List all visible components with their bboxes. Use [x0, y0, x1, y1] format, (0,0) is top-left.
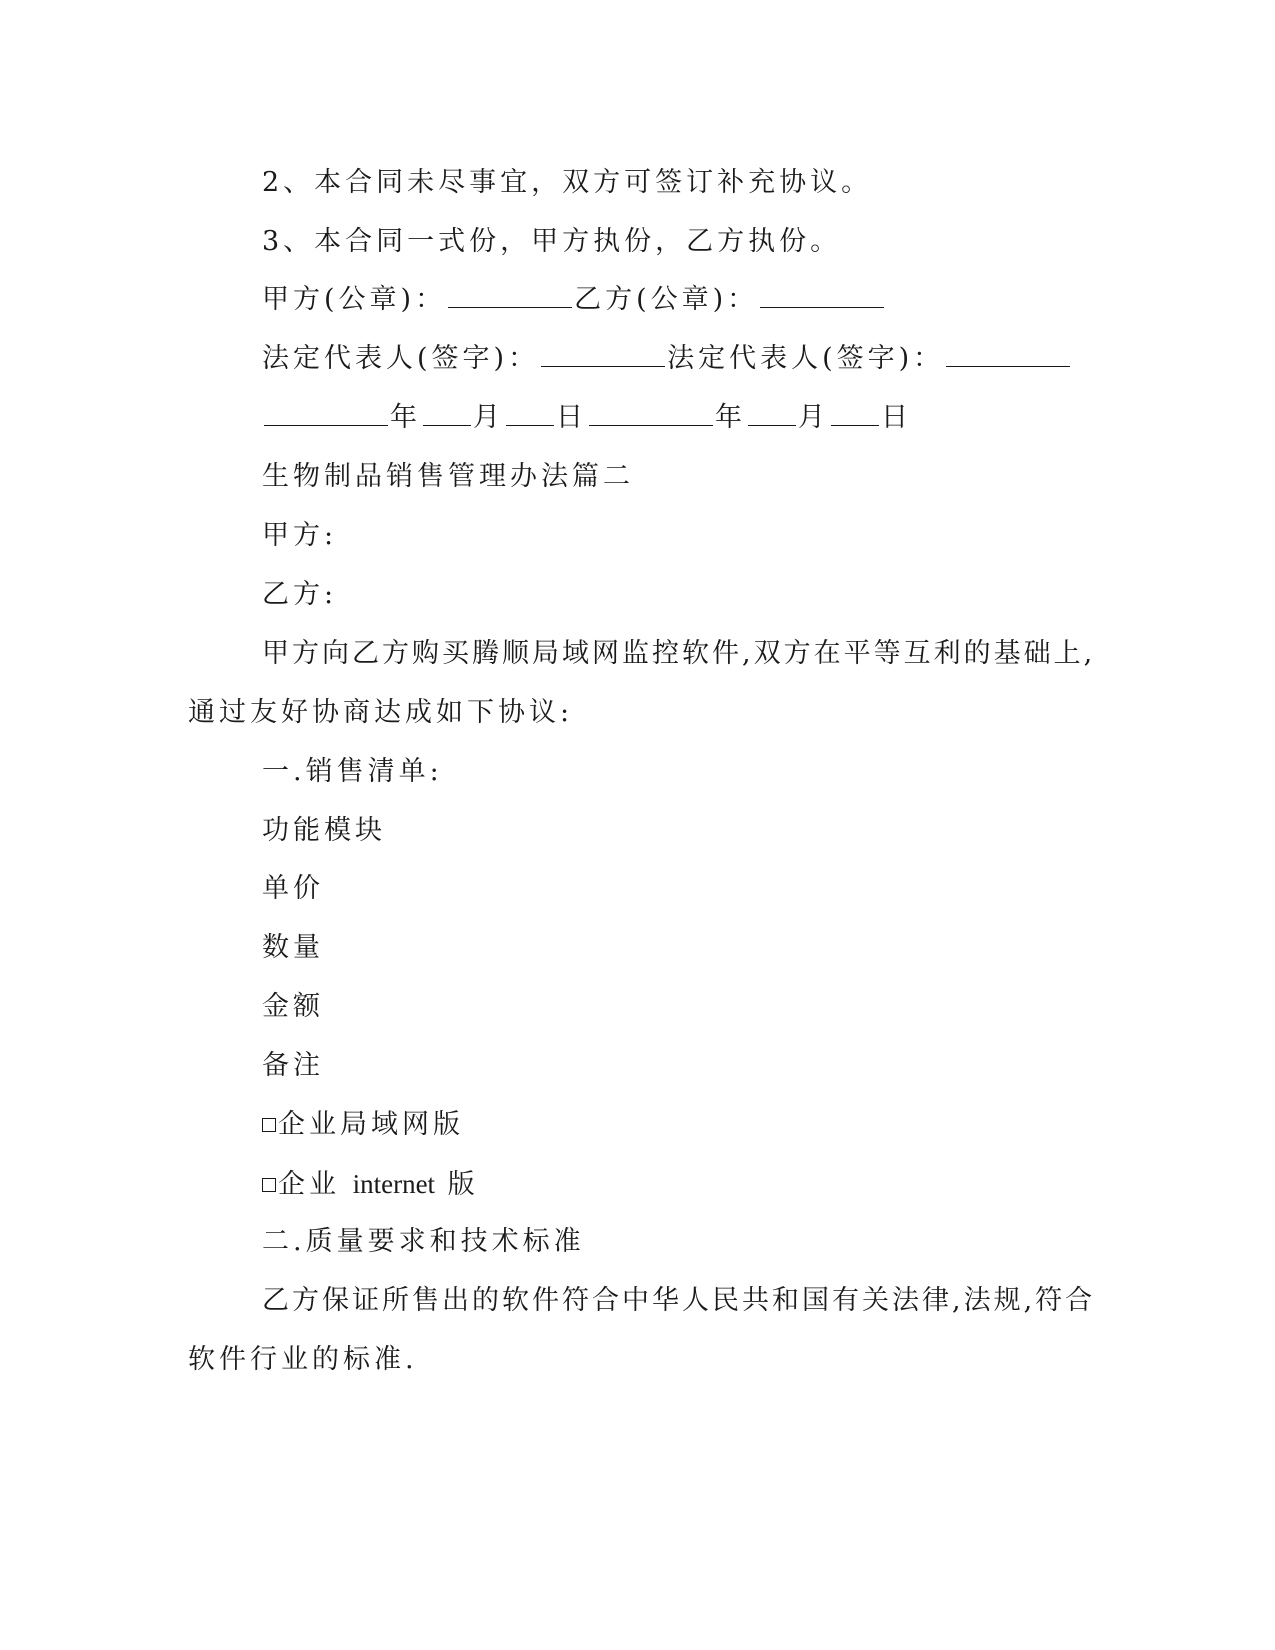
party-b-seal-blank [760, 285, 884, 308]
date-b-month-blank [748, 403, 796, 426]
section-title: 生物制品销售管理办法篇二 [262, 461, 634, 492]
option-lan-edition [262, 1108, 464, 1142]
date-a-year-label: 年 [390, 402, 421, 433]
option-internet-prefix: 企业 [278, 1169, 340, 1200]
option-lan-label: 企业局域网版 [278, 1109, 464, 1140]
intro-line-2: 通过友好协商达成如下协议: [188, 697, 574, 728]
date-b-year-blank [589, 403, 713, 426]
date-a-day-blank [506, 403, 554, 426]
representative-signature-line [262, 342, 1072, 376]
column-unit-price: 单价 [262, 873, 324, 904]
date-b-year-label: 年 [715, 402, 746, 433]
column-quantity: 数量 [262, 932, 324, 963]
column-amount: 金额 [262, 991, 324, 1022]
date-a-month-label: 月 [473, 402, 504, 433]
sales-list-heading: 一.销售清单: [262, 756, 443, 787]
quality-heading: 二.质量要求和技术标准 [262, 1226, 585, 1257]
clause-3: 3、本合同一式份，甲方执份，乙方执份。 [262, 226, 842, 257]
column-module: 功能模块 [262, 815, 386, 846]
party-b-rep-label: 法定代表人(签字)： [667, 343, 945, 374]
date-b-month-label: 月 [798, 402, 829, 433]
intro-line-1: 甲方向乙方购买腾顺局域网监控软件,双方在平等互利的基础上, [262, 638, 1096, 669]
checkbox-lan [262, 1118, 276, 1132]
party-b-seal-label: 乙方(公章)： [574, 284, 759, 315]
date-a-day-label: 日 [556, 402, 587, 433]
party-a-seal-label: 甲方(公章)： [262, 284, 447, 315]
date-a-month-blank [423, 403, 471, 426]
quality-line-1: 乙方保证所售出的软件符合中华人民共和国有关法律,法规,符合 [262, 1285, 1096, 1316]
date-a-year-blank [264, 403, 388, 426]
option-internet-latin: internet [352, 1169, 436, 1199]
date-line [262, 401, 912, 435]
quality-line-2: 软件行业的标准. [188, 1344, 418, 1375]
column-remarks: 备注 [262, 1050, 324, 1081]
party-a-rep-label: 法定代表人(签字)： [262, 343, 540, 374]
date-b-day-label: 日 [881, 402, 912, 433]
date-b-day-blank [831, 403, 879, 426]
party-a-line: 甲方: [262, 520, 338, 551]
seal-signature-line [262, 283, 886, 317]
party-b-rep-blank [946, 344, 1070, 367]
checkbox-internet [262, 1178, 276, 1192]
option-internet-edition [262, 1167, 479, 1202]
clause-2: 2、本合同未尽事宜，双方可签订补充协议。 [262, 167, 873, 198]
party-a-rep-blank [541, 344, 665, 367]
party-b-line: 乙方: [262, 579, 338, 610]
party-a-seal-blank [448, 285, 572, 308]
option-internet-suffix: 版 [447, 1169, 479, 1200]
